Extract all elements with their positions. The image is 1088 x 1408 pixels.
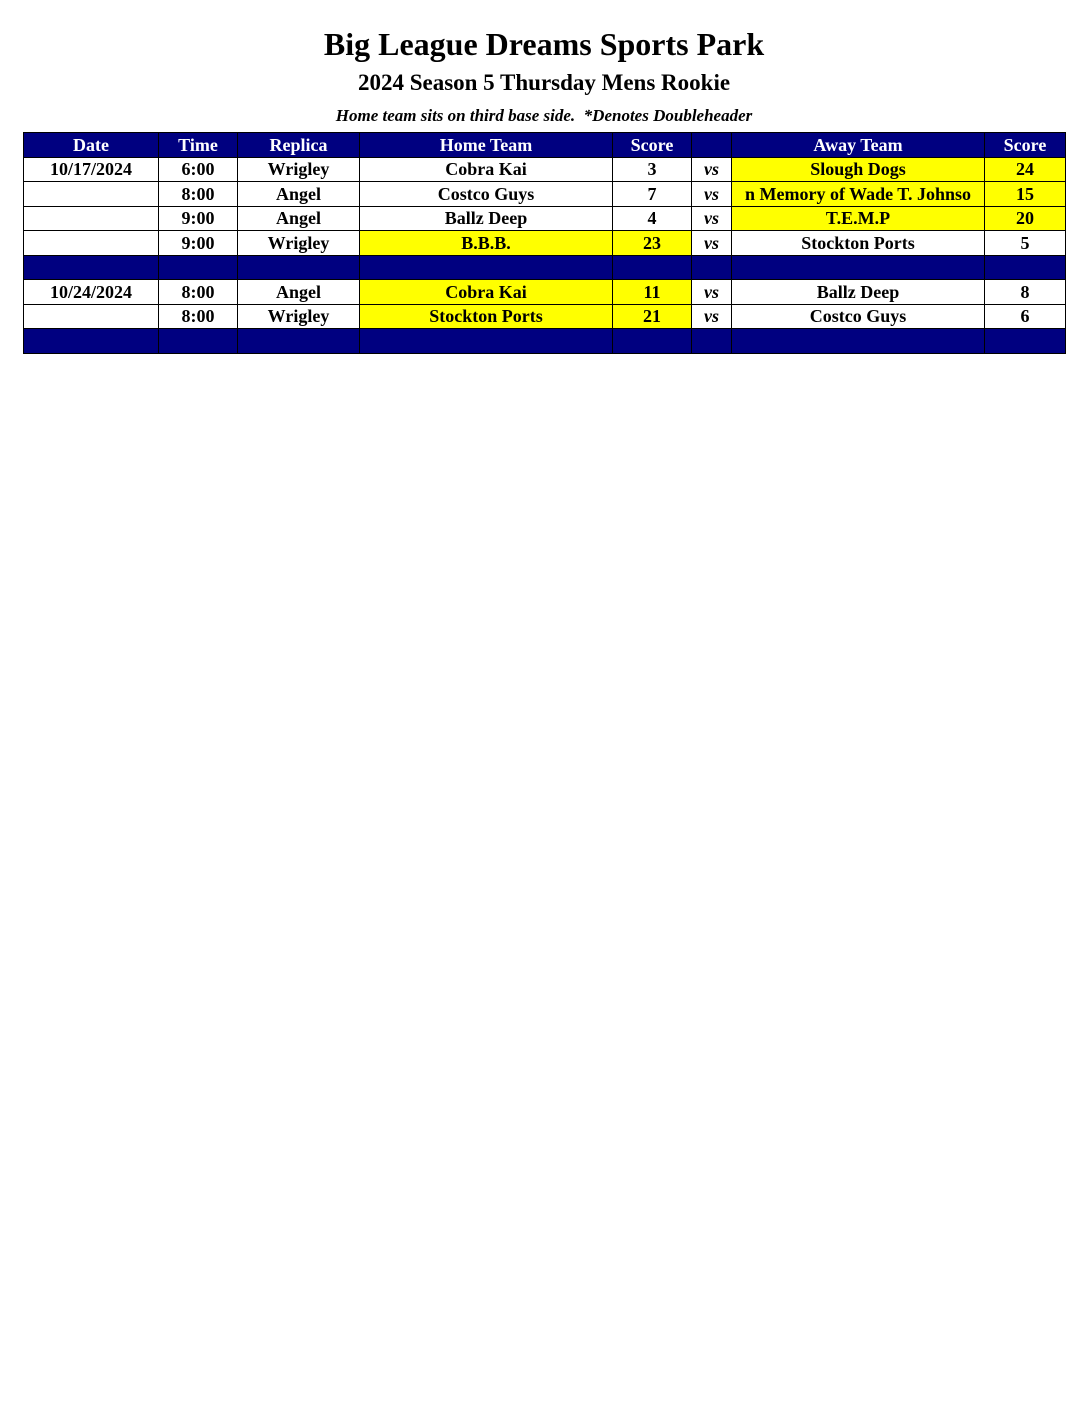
home-team-cell: Cobra Kai: [360, 280, 613, 305]
week-separator-row: [24, 255, 1066, 280]
date-cell: [24, 182, 159, 207]
date-cell: [24, 206, 159, 231]
away-score-cell: 6: [985, 304, 1066, 329]
vs-cell: vs: [692, 231, 732, 256]
separator-cell: [985, 329, 1066, 354]
column-header-vs: [692, 133, 732, 158]
column-header-home-team: Home Team: [360, 133, 613, 158]
away-team-cell: [732, 182, 985, 207]
separator-cell: [692, 255, 732, 280]
home-score-cell: 23: [613, 231, 692, 256]
separator-cell: [159, 255, 238, 280]
separator-cell: [238, 255, 360, 280]
away-score-cell: 15: [985, 182, 1066, 207]
date-cell: 10/17/2024: [24, 157, 159, 182]
home-team-cell: Ballz Deep: [360, 206, 613, 231]
header-row: [24, 133, 1066, 158]
vs-cell: vs: [692, 182, 732, 207]
schedule-table: [23, 132, 1066, 354]
home-score-cell: 7: [613, 182, 692, 207]
home-team-cell: Stockton Ports: [360, 304, 613, 329]
separator-cell: [732, 255, 985, 280]
time-cell: 9:00: [159, 231, 238, 256]
away-team-cell: Stockton Ports: [732, 231, 985, 256]
away-team-cell: T.E.M.P: [732, 206, 985, 231]
replica-cell: Angel: [238, 280, 360, 305]
date-cell: 10/24/2024: [24, 280, 159, 305]
away-team-cell: Ballz Deep: [732, 280, 985, 305]
time-cell: 8:00: [159, 280, 238, 305]
date-cell: [24, 304, 159, 329]
column-header-away-score: Score: [985, 133, 1066, 158]
time-cell: 6:00: [159, 157, 238, 182]
away-score-cell: 5: [985, 231, 1066, 256]
separator-cell: [692, 329, 732, 354]
home-score-cell: 4: [613, 206, 692, 231]
replica-cell: Wrigley: [238, 157, 360, 182]
away-score-cell: 20: [985, 206, 1066, 231]
away-team-cell: Costco Guys: [732, 304, 985, 329]
column-header-time: Time: [159, 133, 238, 158]
away-score-cell: 24: [985, 157, 1066, 182]
replica-cell: Wrigley: [238, 304, 360, 329]
page-title: Big League Dreams Sports Park: [323, 26, 765, 62]
week-separator-row: [24, 329, 1066, 354]
replica-cell: Wrigley: [238, 231, 360, 256]
table-row: [24, 157, 1066, 182]
separator-cell: [613, 255, 692, 280]
time-cell: 9:00: [159, 206, 238, 231]
replica-cell: Angel: [238, 206, 360, 231]
table-row: [24, 231, 1066, 256]
column-header-date: Date: [24, 133, 159, 158]
date-cell: [24, 231, 159, 256]
separator-cell: [24, 329, 159, 354]
home-team-cell: Costco Guys: [360, 182, 613, 207]
away-score-cell: 8: [985, 280, 1066, 305]
home-score-cell: 21: [613, 304, 692, 329]
separator-cell: [24, 255, 159, 280]
home-score-cell: 3: [613, 157, 692, 182]
away-team-text: n Memory of Wade T. Johnso: [744, 183, 972, 204]
page-subtitle: 2024 Season 5 Thursday Mens Rookie: [357, 70, 731, 95]
vs-cell: vs: [692, 206, 732, 231]
separator-cell: [159, 329, 238, 354]
column-header-replica: Replica: [238, 133, 360, 158]
column-header-away-team: Away Team: [732, 133, 985, 158]
column-header-home-score: Score: [613, 133, 692, 158]
table-row: [24, 182, 1066, 207]
time-cell: 8:00: [159, 182, 238, 207]
page-note: Home team sits on third base side. *Denotes Doubleheader: [335, 106, 753, 125]
replica-cell: Angel: [238, 182, 360, 207]
separator-cell: [360, 255, 613, 280]
separator-cell: [613, 329, 692, 354]
vs-cell: vs: [692, 157, 732, 182]
home-team-cell: Cobra Kai: [360, 157, 613, 182]
away-team-cell: Slough Dogs: [732, 157, 985, 182]
table-row: [24, 280, 1066, 305]
vs-cell: vs: [692, 304, 732, 329]
table-row: [24, 206, 1066, 231]
table-row: [24, 304, 1066, 329]
separator-cell: [238, 329, 360, 354]
separator-cell: [985, 255, 1066, 280]
separator-cell: [732, 329, 985, 354]
separator-cell: [360, 329, 613, 354]
home-score-cell: 11: [613, 280, 692, 305]
time-cell: 8:00: [159, 304, 238, 329]
vs-cell: vs: [692, 280, 732, 305]
home-team-cell: B.B.B.: [360, 231, 613, 256]
